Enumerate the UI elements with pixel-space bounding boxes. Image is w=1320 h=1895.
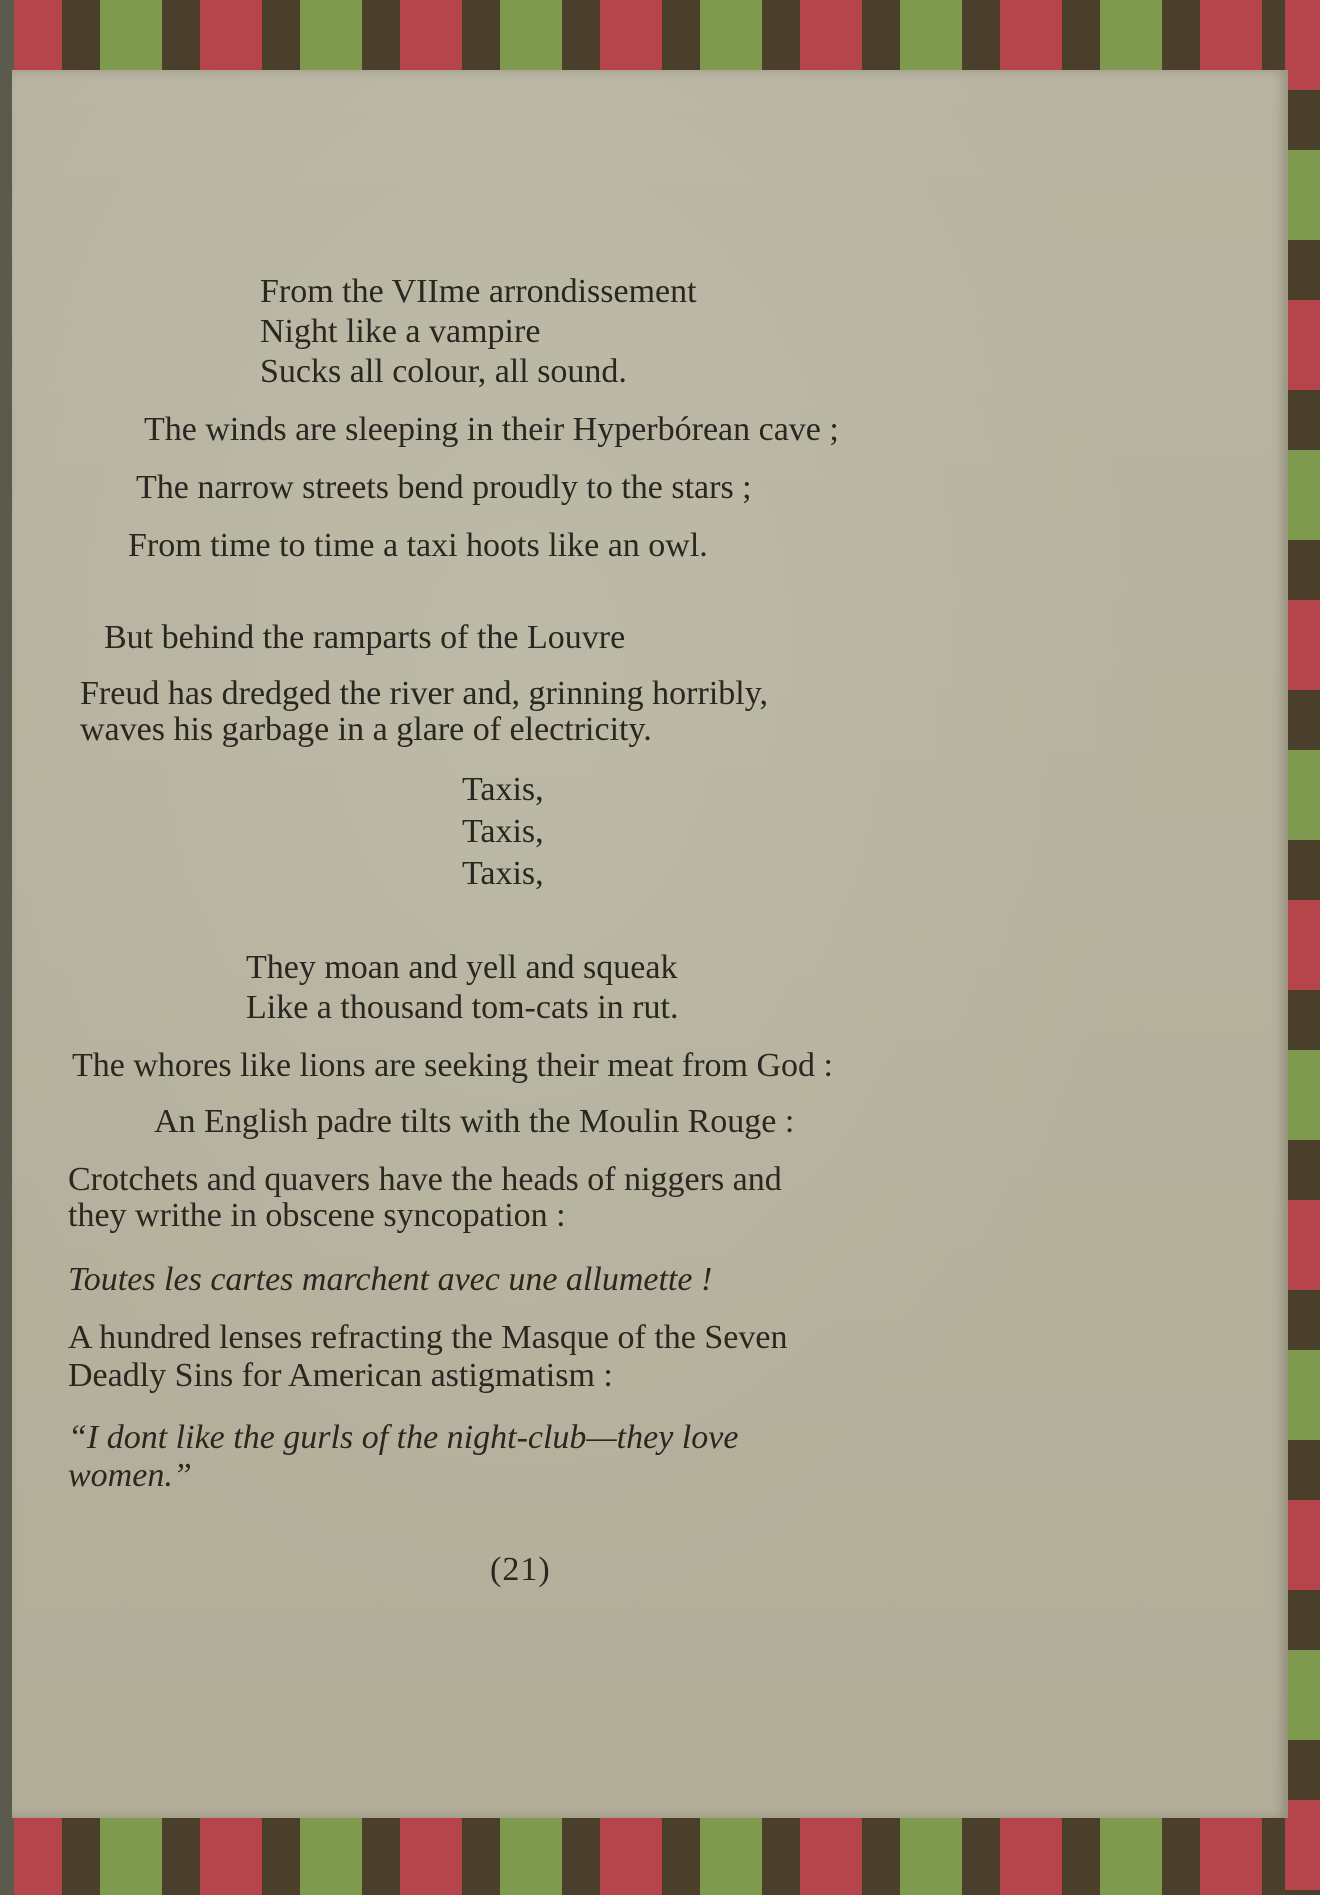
poem-line: Taxis, [462,771,544,808]
poem-line: A hundred lenses refracting the Masque of the Seven [68,1319,788,1356]
bottom-endpaper-border [0,1815,1320,1895]
poem-line: From the VIIme arrondissement [260,273,697,310]
poem-line: But behind the ramparts of the Louvre [104,619,626,656]
page [12,70,1288,1818]
page-number: (21) [490,1551,551,1588]
poem-line: Taxis, [462,813,544,850]
poem-line: Sucks all colour, all sound. [260,353,627,390]
poem-line: An English padre tilts with the Moulin Rouge : [154,1103,795,1140]
poem-line: Like a thousand tom-cats in rut. [246,989,679,1026]
right-endpaper-border [1285,0,1320,1895]
poem-line-italic: women.” [68,1457,192,1494]
poem-line: Deadly Sins for American astigmatism : [68,1357,613,1394]
poem-line-italic: Toutes les cartes marchent avec une allumette ! [68,1261,713,1298]
poem-line: Night like a vampire [260,313,541,350]
poem-line: The narrow streets bend proudly to the stars ; [136,469,752,506]
poem-line: From time to time a taxi hoots like an owl. [128,527,708,564]
poem-line: They moan and yell and squeak [246,949,678,986]
poem-line: Crotchets and quavers have the heads of niggers and [68,1161,782,1198]
poem-line: Freud has dredged the river and, grinning horribly, [80,675,769,712]
poem-line: they writhe in obscene syncopation : [68,1197,566,1234]
poem-line-italic: “I dont like the gurls of the night-club—they love [68,1419,739,1456]
poem-line: Taxis, [462,855,544,892]
poem-line: waves his garbage in a glare of electricity. [80,711,652,748]
poem-line: The winds are sleeping in their Hyperbórean cave ; [144,411,839,448]
poem-line: The whores like lions are seeking their meat from God : [72,1047,833,1084]
top-endpaper-border [0,0,1320,72]
